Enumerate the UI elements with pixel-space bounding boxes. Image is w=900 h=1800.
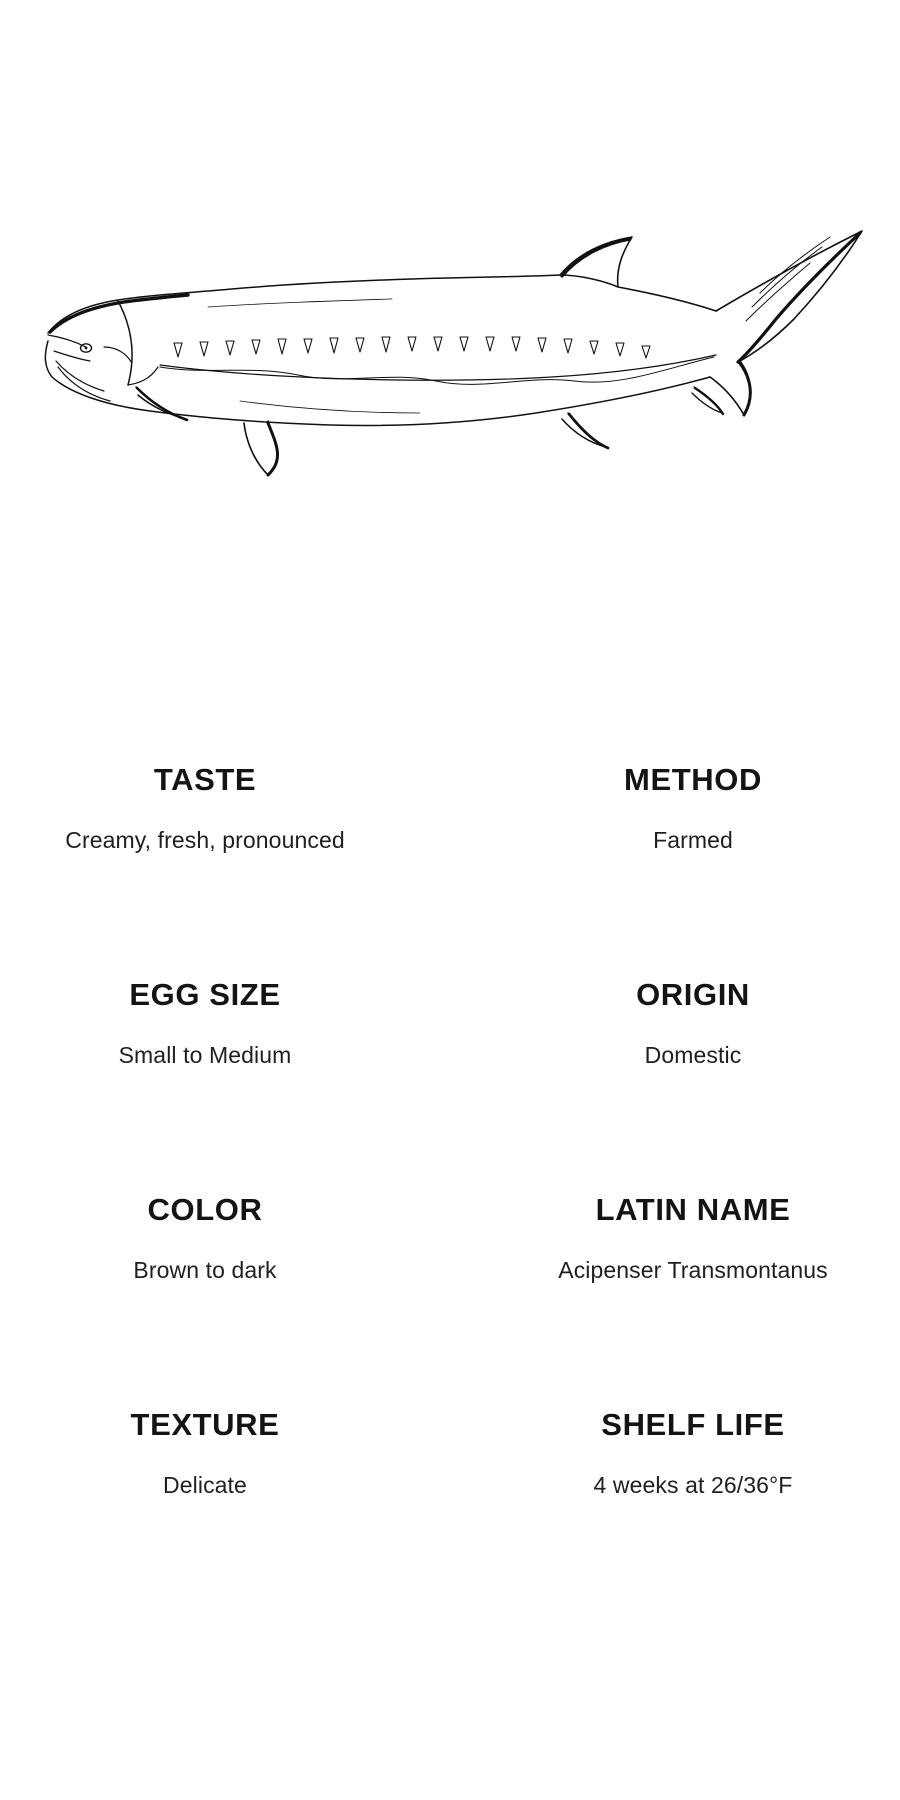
spec-grid bbox=[0, 745, 900, 1605]
spec-item-color bbox=[0, 1175, 450, 1390]
spec-label-method: METHOD bbox=[624, 762, 762, 797]
sturgeon-illustration bbox=[0, 215, 900, 505]
spec-item-egg-size bbox=[0, 960, 450, 1175]
spec-label-origin: ORIGIN bbox=[636, 977, 750, 1012]
spec-label-shelf-life: SHELF LIFE bbox=[601, 1407, 785, 1442]
spec-value-texture: Delicate bbox=[163, 1472, 247, 1499]
spec-label-taste: TASTE bbox=[153, 762, 257, 797]
spec-value-method: Farmed bbox=[653, 827, 733, 854]
spec-value-taste: Creamy, fresh, pronounced bbox=[65, 827, 345, 854]
spec-item-latin-name bbox=[450, 1175, 900, 1390]
spec-item-shelf-life bbox=[450, 1390, 900, 1605]
spec-value-origin: Domestic bbox=[644, 1042, 742, 1069]
spec-value-egg-size: Small to Medium bbox=[118, 1042, 292, 1069]
spec-item-origin bbox=[450, 960, 900, 1175]
spec-label-color: COLOR bbox=[147, 1192, 263, 1227]
spec-label-egg-size: EGG SIZE bbox=[129, 977, 281, 1012]
spec-item-method bbox=[450, 745, 900, 960]
spec-label-texture: TEXTURE bbox=[130, 1407, 280, 1442]
spec-label-latin-name: LATIN NAME bbox=[595, 1192, 791, 1227]
spec-value-latin-name: Acipenser Transmontanus bbox=[558, 1257, 828, 1284]
spec-value-shelf-life: 4 weeks at 26/36°F bbox=[593, 1472, 793, 1499]
spec-item-taste bbox=[0, 745, 450, 960]
spec-item-texture bbox=[0, 1390, 450, 1605]
spec-value-color: Brown to dark bbox=[133, 1257, 277, 1284]
